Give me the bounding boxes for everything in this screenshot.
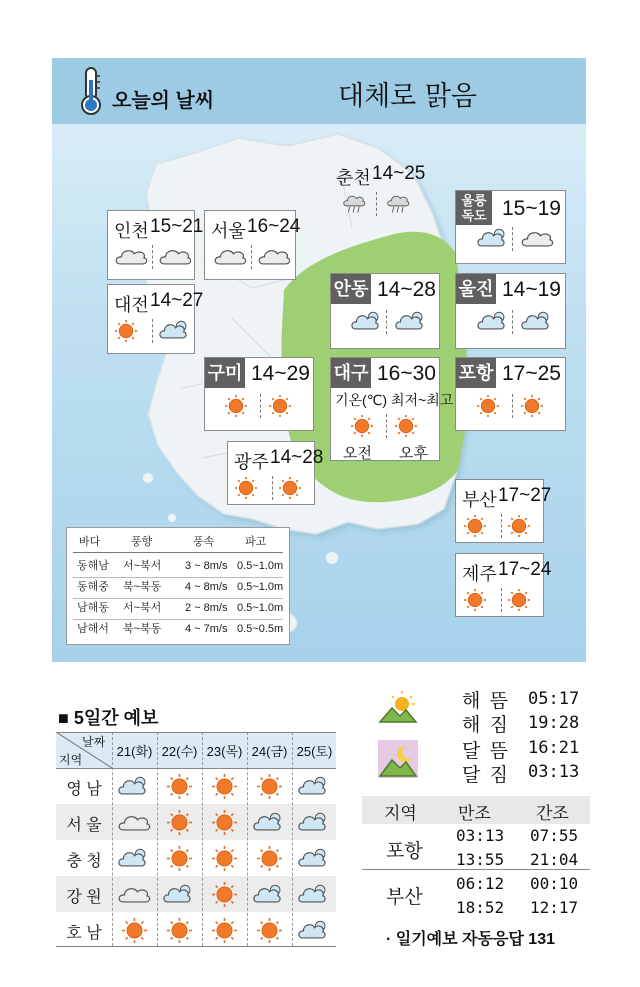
forecast-date-1: 22(수) xyxy=(161,744,198,759)
sun-icon xyxy=(166,917,193,949)
city-name: 대전 xyxy=(114,295,149,315)
partly-cloudy-icon xyxy=(297,883,331,910)
sun-icon xyxy=(278,476,302,505)
legend-am: 오전 xyxy=(343,445,372,462)
city-temp: 15~19 xyxy=(502,197,561,220)
city-name: 서울 xyxy=(211,221,246,241)
city-name-line2: 독도 xyxy=(461,208,487,223)
city-card-jeju xyxy=(455,553,552,617)
sea-header-wave-height: 파고 xyxy=(245,536,267,548)
sun-icon xyxy=(166,845,193,877)
partly-cloudy-icon xyxy=(520,310,554,337)
sea-cell: 2 ~ 8m/s xyxy=(185,602,228,614)
moonrise-time: 16:21 xyxy=(528,738,580,758)
city-temp: 14~28 xyxy=(270,447,324,468)
partly-cloudy-icon xyxy=(297,811,331,838)
sun-icon xyxy=(166,809,193,841)
five-day-forecast-title-text: 5일간 예보 xyxy=(73,708,159,728)
sea-header-wind-direction: 풍향 xyxy=(131,536,153,548)
city-temp: 17~27 xyxy=(498,485,552,506)
sea-cell: 남해서 xyxy=(77,623,109,635)
city-temp: 15~21 xyxy=(150,216,204,237)
cloud-icon xyxy=(158,245,192,272)
sea-cell: 동해중 xyxy=(77,581,109,593)
tide-separator xyxy=(362,869,590,870)
partly-cloudy-icon xyxy=(476,227,510,254)
partly-cloudy-icon xyxy=(162,883,196,910)
sun-icon xyxy=(211,917,238,949)
sun-icon xyxy=(507,514,531,543)
sea-cell: 4 ~ 7m/s xyxy=(185,623,228,635)
moon-icon xyxy=(378,740,418,778)
cloud-icon xyxy=(117,883,151,910)
legend-temp-caption: 기온(℃) 최저~최고 xyxy=(335,392,454,408)
sea-cell: 남해동 xyxy=(77,602,109,614)
sea-row xyxy=(73,598,283,618)
city-card-incheon xyxy=(107,210,204,280)
sea-cell: 북~북동 xyxy=(123,581,162,593)
city-card-ulleung xyxy=(455,190,566,264)
city-name-tag xyxy=(456,191,492,225)
cloud-icon xyxy=(257,245,291,272)
city-temp: 17~24 xyxy=(498,559,552,580)
sunset-time: 19:28 xyxy=(528,713,580,733)
sun-icon xyxy=(463,588,487,617)
city-name: 부산 xyxy=(462,490,497,510)
moonset-label: 달 짐 xyxy=(462,765,510,786)
sunrise-label: 해 뜸 xyxy=(462,691,510,712)
forecast-region: 영 남 xyxy=(66,781,102,798)
tide-header-region: 지역 xyxy=(384,804,417,823)
forecast-region: 강 원 xyxy=(66,889,102,906)
sun-icon xyxy=(211,773,238,805)
tide-busan-high-1: 06:12 xyxy=(456,874,505,893)
city-temp: 16~30 xyxy=(377,362,436,385)
partly-cloudy-icon xyxy=(252,883,286,910)
sea-row xyxy=(73,619,283,639)
partly-cloudy-icon xyxy=(297,775,331,802)
city-temp: 17~25 xyxy=(502,362,561,385)
city-card-uljin xyxy=(455,273,566,349)
partly-cloudy-icon xyxy=(350,310,384,337)
sun-icon xyxy=(121,917,148,949)
city-temp: 14~29 xyxy=(251,362,310,385)
sun-icon xyxy=(211,809,238,841)
today-weather-title: 오늘의 날씨 xyxy=(112,90,215,112)
forecast-region: 충 청 xyxy=(66,853,102,870)
forecast-date-4: 25(토) xyxy=(296,744,333,759)
partly-cloudy-icon xyxy=(297,847,331,874)
partly-cloudy-icon xyxy=(117,775,151,802)
city-card-seoul xyxy=(204,210,301,280)
sun-icon xyxy=(256,773,283,805)
sun-icon xyxy=(114,319,138,348)
sunset-label: 해 짐 xyxy=(462,715,510,736)
sun-icon xyxy=(166,773,193,805)
forecast-date-2: 23(목) xyxy=(206,744,243,759)
legend-pm: 오후 xyxy=(399,445,428,462)
sea-cell: 0.5~1.0m xyxy=(237,581,284,593)
tide-pohang-low-1: 07:55 xyxy=(530,826,579,845)
sun-icon xyxy=(256,845,283,877)
sea-cell: 4 ~ 8m/s xyxy=(185,581,228,593)
forecast-region: 서 울 xyxy=(66,817,102,834)
city-name-tag: 안동 xyxy=(331,274,371,304)
sun-icon xyxy=(234,476,258,505)
city-name: 광주 xyxy=(234,452,269,472)
city-name-tag: 포항 xyxy=(456,358,496,388)
rain-cloud-icon xyxy=(338,192,370,219)
sea-cell: 동해남 xyxy=(77,560,109,572)
partly-cloudy-icon xyxy=(476,310,510,337)
tide-busan-low-2: 12:17 xyxy=(530,898,579,917)
city-name-tag: 구미 xyxy=(205,358,245,388)
city-name: 제주 xyxy=(462,564,497,584)
sun-icon xyxy=(463,514,487,543)
city-card-gwangju xyxy=(227,441,324,505)
cloud-icon xyxy=(213,245,247,272)
tide-region-busan: 부산 xyxy=(386,887,423,908)
partly-cloudy-icon xyxy=(117,847,151,874)
partly-cloudy-icon xyxy=(394,310,428,337)
tide-region-pohang: 포항 xyxy=(386,841,423,862)
cloud-icon xyxy=(117,811,151,838)
partly-cloudy-icon xyxy=(297,919,331,946)
city-temp: 14~28 xyxy=(377,278,436,301)
sea-cell: 북~북동 xyxy=(123,623,162,635)
sea-cell: 서~북서 xyxy=(123,560,162,572)
sea-header-wind-speed: 풍속 xyxy=(193,536,215,548)
sunrise-icon xyxy=(378,688,418,726)
sun-icon xyxy=(268,394,292,423)
sea-cell: 서~북서 xyxy=(123,602,162,614)
cloud-icon xyxy=(520,227,554,254)
tide-pohang-high-2: 13:55 xyxy=(456,850,505,869)
corner-region-label: 지역 xyxy=(59,753,83,767)
sea-cell: 3 ~ 8m/s xyxy=(185,560,228,572)
sun-icon xyxy=(224,394,248,423)
sea-cell: 0.5~1.0m xyxy=(237,560,284,572)
city-card-busan xyxy=(455,479,552,543)
sun-icon xyxy=(520,394,544,423)
corner-date-label: 날짜 xyxy=(82,735,106,749)
city-card-daejeon xyxy=(107,284,204,354)
forecast-date-0: 21(화) xyxy=(116,744,153,759)
forecast-region: 호 남 xyxy=(66,925,102,942)
partly-cloudy-icon xyxy=(252,811,286,838)
sea-conditions-table xyxy=(66,527,290,645)
tide-table-header xyxy=(362,796,590,824)
five-day-forecast-title: ■ 5일간 예보 xyxy=(58,708,159,728)
sea-header-sea: 바다 xyxy=(79,536,101,548)
sun-icon xyxy=(507,588,531,617)
sea-table-header xyxy=(73,532,283,552)
sea-cell: 0.5~0.5m xyxy=(237,623,284,635)
city-name-tag: 대구 xyxy=(331,358,371,388)
sun-icon xyxy=(394,414,418,443)
sea-row xyxy=(73,577,283,597)
sun-icon xyxy=(211,881,238,913)
tide-busan-high-2: 18:52 xyxy=(456,898,505,917)
rain-cloud-icon xyxy=(382,192,414,219)
sea-row xyxy=(73,556,283,576)
weather-summary: 대체로 맑음 xyxy=(338,81,477,112)
city-temp: 14~19 xyxy=(502,278,561,301)
tide-pohang-low-2: 21:04 xyxy=(530,850,579,869)
partly-cloudy-icon xyxy=(158,319,192,346)
weather-hotline: · 일기예보 자동응답 131 xyxy=(386,931,556,948)
tide-header-high: 만조 xyxy=(458,804,491,823)
city-name: 인천 xyxy=(114,221,149,241)
cloud-icon xyxy=(114,245,148,272)
sun-icon xyxy=(476,394,500,423)
city-temp: 14~27 xyxy=(150,290,204,311)
tide-header-low: 간조 xyxy=(536,804,569,823)
city-card-chuncheon xyxy=(330,158,426,230)
sunrise-time: 05:17 xyxy=(528,689,580,709)
city-temp: 14~25 xyxy=(372,163,426,184)
city-card-daegu xyxy=(330,357,454,462)
city-card-gumi xyxy=(204,357,314,431)
forecast-date-3: 24(금) xyxy=(251,744,288,759)
city-name: 춘천 xyxy=(336,168,371,188)
moonrise-label: 달 뜸 xyxy=(462,741,510,762)
sun-icon xyxy=(256,917,283,949)
tide-pohang-high-1: 03:13 xyxy=(456,826,505,845)
city-name-line1: 울릉 xyxy=(461,193,487,208)
five-day-forecast-table xyxy=(56,732,336,946)
sun-icon xyxy=(211,845,238,877)
city-card-pohang xyxy=(455,357,566,431)
sun-icon xyxy=(350,414,374,443)
moonset-time: 03:13 xyxy=(528,762,580,782)
city-temp: 16~24 xyxy=(247,216,301,237)
sea-cell: 0.5~1.0m xyxy=(237,602,284,614)
city-card-andong xyxy=(330,273,440,349)
tide-busan-low-1: 00:10 xyxy=(530,874,579,893)
city-name-tag: 울진 xyxy=(456,274,496,304)
